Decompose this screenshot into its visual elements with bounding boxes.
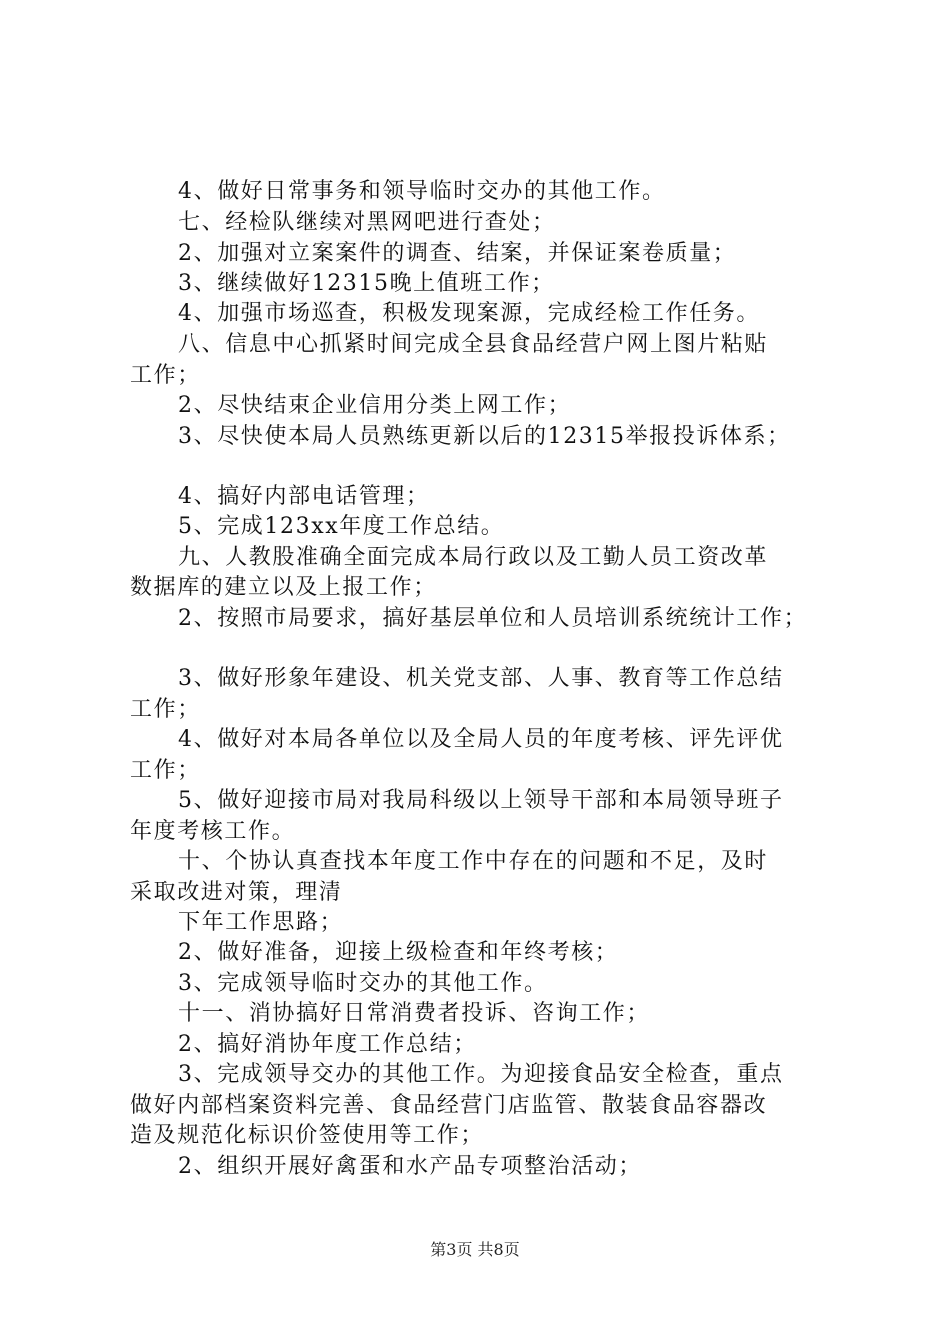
text-line: 工作； [130,697,201,722]
text-line: 做好内部档案资料完善、食品经营门店监管、散装食品容器改 [130,1093,768,1118]
text-line: 造及规范化标识价签使用等工作； [130,1123,485,1148]
text-line: 十、个协认真查找本年度工作中存在的问题和不足，及时 [178,849,769,874]
text-line: 八、信息中心抓紧时间完成全县食品经营户网上图片粘贴 [178,332,769,357]
text-line: 2、按照市局要求，搞好基层单位和人员培训系统统计工作； [178,606,808,631]
text-line: 4、做好对本局各单位以及全局人员的年度考核、评先评优 [178,727,784,752]
text-line: 数据库的建立以及上报工作； [130,575,437,600]
text-line: 工作； [130,758,201,783]
text-line: 2、组织开展好禽蛋和水产品专项整治活动； [178,1154,642,1179]
text-line: 2、加强对立案案件的调查、结案，并保证案卷质量； [178,241,737,266]
text-line: 3、继续做好12315晚上值班工作； [178,271,555,296]
text-line: 5、完成123xx年度工作总结。 [178,514,505,539]
page-number-footer: 第3页 共8页 [430,1240,520,1259]
text-line: 4、加强市场巡查，积极发现案源，完成经检工作任务。 [178,301,760,326]
text-line: 3、完成领导临时交办的其他工作。 [178,971,548,996]
text-line: 年度考核工作。 [130,819,296,844]
text-line: 2、做好准备，迎接上级检查和年终考核； [178,940,619,965]
text-line: 3、尽快使本局人员熟练更新以后的12315举报投诉体系； [178,424,791,449]
text-line: 2、搞好消协年度工作总结； [178,1032,477,1057]
text-line: 七、经检队继续对黑网吧进行查处； [178,210,556,235]
text-line: 十一、消协搞好日常消费者投诉、咨询工作； [178,1001,651,1026]
text-line: 5、做好迎接市局对我局科级以上领导干部和本局领导班子 [178,788,784,813]
text-line: 4、做好日常事务和领导临时交办的其他工作。 [178,179,666,204]
text-line: 2、尽快结束企业信用分类上网工作； [178,393,572,418]
text-line: 工作； [130,363,201,388]
text-line: 下年工作思路； [178,910,344,935]
text-line: 九、人教股准确全面完成本局行政以及工勤人员工资改革 [178,545,769,570]
text-line: 4、搞好内部电话管理； [178,484,430,509]
text-line: 3、做好形象年建设、机关党支部、人事、教育等工作总结 [178,666,784,691]
text-line: 采取改进对策，理清 [130,880,343,905]
text-line: 3、完成领导交办的其他工作。为迎接食品安全检查，重点 [178,1062,784,1087]
